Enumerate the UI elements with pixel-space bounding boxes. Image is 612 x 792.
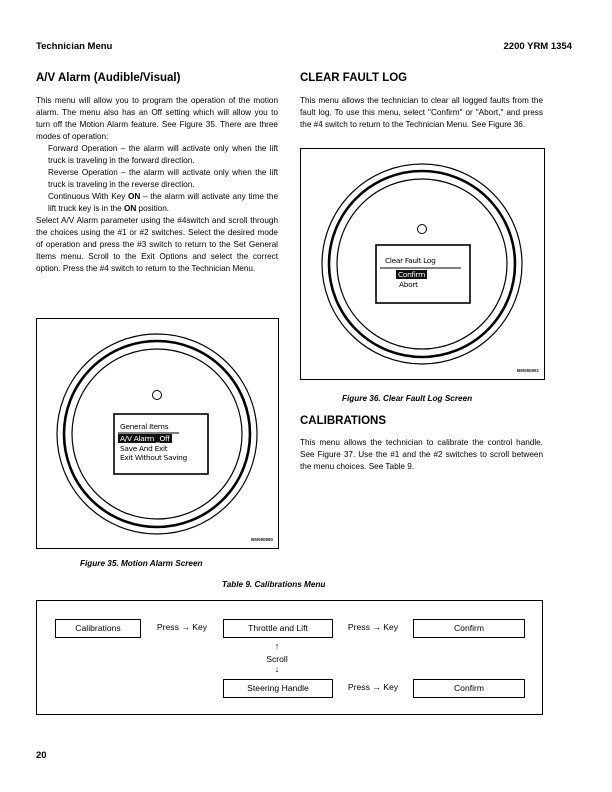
selected-highlight: A/V Alarm _Off [120,434,170,443]
running-header-left: Technician Menu [36,41,113,52]
mode-continuous [36,191,278,215]
mode-reverse: Reverse Operation – the alarm will activate only when the lift truck is traveling in the reverse direction. [48,168,278,189]
page-number: 20 [36,750,47,761]
confirm-cell: Confirm [413,619,525,638]
calibrations-text: This menu allows the technician to calibrate the control handle. See Figure 37. Use the #1 and the #2 switches to scroll between the menu choices. See Table 9. [300,438,543,471]
figure-36-caption: Figure 36. Clear Fault Log Screen [342,394,473,403]
screen-selected-item [118,434,172,443]
press-key-label: Press → Key [156,622,208,632]
arrow-up-icon: ↑ [274,641,280,651]
on-emphasis: ON [124,204,137,213]
scroll-label: Scroll [266,654,288,664]
press-key-label: Press → Key [347,622,399,632]
press-key-label: Press → Key [347,682,399,692]
figure-code: BM080891 [516,368,539,373]
mode-continuous-text: position. [136,204,170,213]
screen-item: Exit Without Saving [120,453,187,462]
confirm-cell: Confirm [413,679,525,698]
section-heading-calibrations: CALIBRATIONS [300,415,387,427]
av-alarm-instructions: Select A/V Alarm parameter using the #4switch and scroll through the choices using the #1 or #2 switches. Select the desired mode of operation and press the #3 switch to return to the Set General Items menu. Scroll to the Exit Options and select the correct option. Press the #4 switch to return to the Technician Menu. [36,216,278,273]
figure-35-caption: Figure 35. Motion Alarm Screen [80,559,203,568]
figure-code: BM080890 [250,537,273,542]
mode-continuous-text: Continuous With Key [48,192,129,201]
av-alarm-text [36,95,278,275]
screen-title: Clear Fault Log [385,256,436,265]
mode-forward: Forward Operation – the alarm will activate only when the lift truck is traveling in the forward direction. [48,144,278,165]
calibrations-cell: Calibrations [55,619,141,638]
arrow-down-icon: ↓ [274,664,280,674]
figure-36-frame [300,148,545,380]
selected-highlight: Confirm [398,270,426,279]
running-header-right: 2200 YRM 1354 [503,41,572,52]
on-emphasis: ON [128,192,141,201]
mode-continuous-text: – the alarm will activate any time the lift truck key is in the [48,192,278,213]
section-heading-clear-fault-log: CLEAR FAULT LOG [300,72,408,84]
table-9-title: Table 9. Calibrations Menu [222,580,326,589]
figure-35-frame [36,318,279,549]
clear-fault-log-text: This menu allows the technician to clear all logged faults from the fault log. To use this menu, select "Confirm" or "Abort," and press the #4 switch to return to the Technician Menu. See Figure 36. [300,96,543,129]
steering-handle-cell: Steering Handle [223,679,333,698]
calibrations-menu-table [36,600,543,715]
screen-title: General Items [120,422,169,431]
screen-item: Save And Exit [120,444,168,453]
av-alarm-intro: This menu will allow you to program the operation of the motion alarm. The menu also has an Off setting which will allow you to turn off the Motion Alarm feature. See Figure 35. There are three modes of operation: [36,96,278,141]
screen-item: Abort [399,280,418,289]
screen-selected-item [396,270,427,279]
section-heading-av-alarm: A/V Alarm (Audible/Visual) [36,72,181,84]
throttle-and-lift-cell: Throttle and Lift [223,619,333,638]
